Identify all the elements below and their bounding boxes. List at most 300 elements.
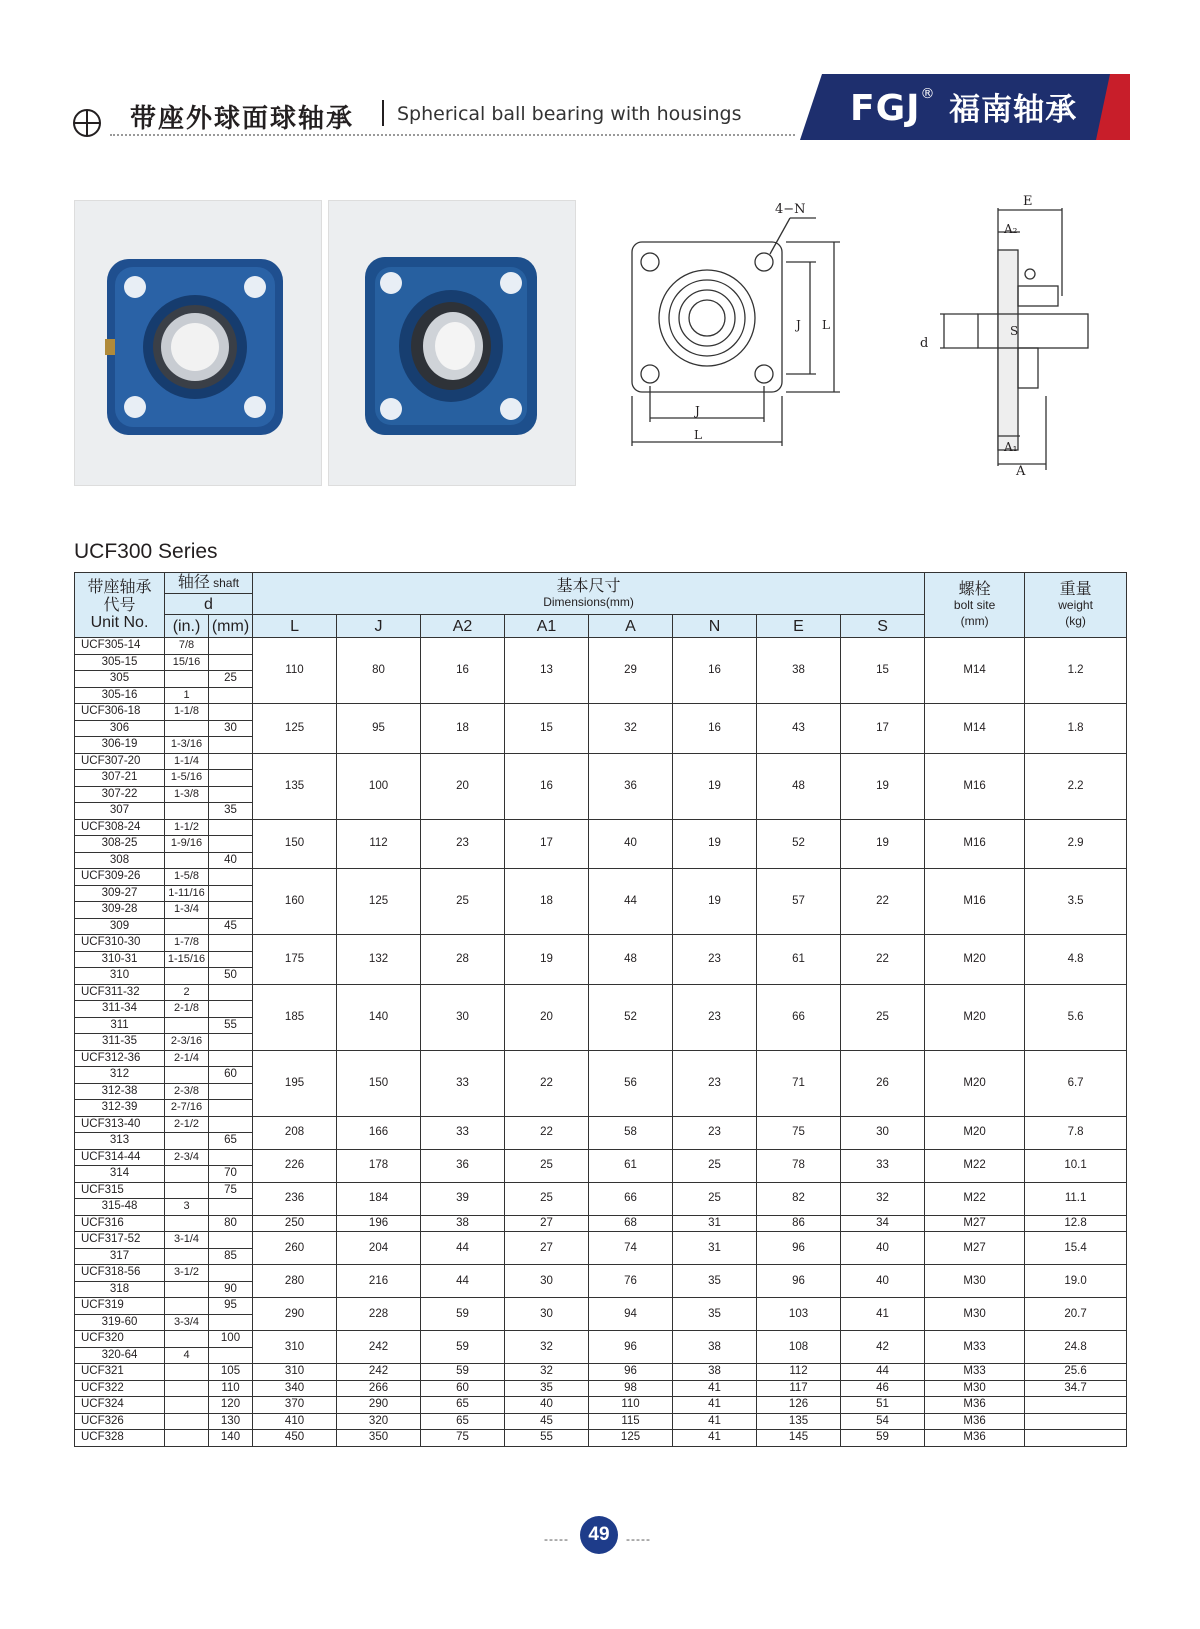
cell-dim-a1: 55: [505, 1430, 589, 1447]
cell-dim-a1: 25: [505, 1149, 589, 1182]
cell-unit-no: UCF314-44: [75, 1149, 165, 1166]
spec-table: [74, 572, 1127, 1447]
cell-shaft-mm: [209, 638, 253, 655]
cell-weight: 15.4: [1025, 1232, 1127, 1265]
cell-bolt: M36: [925, 1413, 1025, 1430]
cell-dim-a2: 39: [421, 1182, 505, 1215]
cell-shaft-inch: [165, 1017, 209, 1034]
cell-dim-n: 23: [673, 935, 757, 985]
table-row: [75, 1116, 1127, 1133]
cell-dim-l: 450: [253, 1430, 337, 1447]
cell-dim-j: 112: [337, 819, 421, 869]
dim-label-j-vertical: J: [796, 318, 801, 332]
cell-dim-a: 76: [589, 1265, 673, 1298]
dim-label-d: d: [920, 336, 929, 351]
cell-dim-a1: 16: [505, 753, 589, 819]
cell-shaft-mm: [209, 1199, 253, 1216]
cell-shaft-inch: [165, 803, 209, 820]
cell-shaft-inch: 2-1/8: [165, 1001, 209, 1018]
cell-dim-l: 150: [253, 819, 337, 869]
cell-shaft-inch: [165, 1413, 209, 1430]
cell-weight: 34.7: [1025, 1380, 1127, 1397]
cell-shaft-inch: [165, 1182, 209, 1199]
cell-unit-no: 320-64: [75, 1347, 165, 1364]
cell-dim-l: 340: [253, 1380, 337, 1397]
cell-dim-n: 38: [673, 1331, 757, 1364]
cell-dim-a2: 59: [421, 1364, 505, 1381]
cell-dim-s: 54: [841, 1413, 925, 1430]
cell-dim-s: 59: [841, 1430, 925, 1447]
cell-shaft-inch: 2: [165, 984, 209, 1001]
cell-dim-j: 100: [337, 753, 421, 819]
cell-dim-s: 32: [841, 1182, 925, 1215]
cell-unit-no: 307: [75, 803, 165, 820]
cell-dim-l: 226: [253, 1149, 337, 1182]
cell-dim-j: 320: [337, 1413, 421, 1430]
cell-shaft-inch: [165, 968, 209, 985]
cell-unit-no: UCF317-52: [75, 1232, 165, 1249]
cell-shaft-mm: [209, 1083, 253, 1100]
cell-dim-s: 33: [841, 1149, 925, 1182]
cell-dim-a: 115: [589, 1413, 673, 1430]
cell-dim-e: 145: [757, 1430, 841, 1447]
cell-shaft-inch: [165, 671, 209, 688]
cell-dim-a: 56: [589, 1050, 673, 1116]
cell-weight: 11.1: [1025, 1182, 1127, 1215]
header-mm: (mm): [209, 615, 253, 638]
cell-weight: [1025, 1413, 1127, 1430]
product-photo-front: [74, 200, 322, 486]
cell-dim-j: 184: [337, 1182, 421, 1215]
page-title-cn: 带座外球面球轴承: [130, 104, 355, 134]
cell-shaft-mm: 50: [209, 968, 253, 985]
cell-unit-no: UCF315: [75, 1182, 165, 1199]
table-row: [75, 1182, 1127, 1199]
cell-dim-l: 236: [253, 1182, 337, 1215]
table-row: [75, 704, 1127, 721]
cell-shaft-inch: [165, 1166, 209, 1183]
cell-dim-s: 40: [841, 1232, 925, 1265]
cell-dim-a: 96: [589, 1331, 673, 1364]
cell-dim-a: 32: [589, 704, 673, 754]
cell-shaft-mm: 100: [209, 1331, 253, 1348]
cell-dim-s: 22: [841, 869, 925, 935]
cell-dim-j: 196: [337, 1215, 421, 1232]
cell-dim-l: 310: [253, 1331, 337, 1364]
header-col-a2: A2: [421, 615, 505, 638]
cell-dim-n: 16: [673, 638, 757, 704]
cell-shaft-inch: [165, 1364, 209, 1381]
cell-dim-s: 25: [841, 984, 925, 1050]
header-dimensions: 基本尺寸 Dimensions(mm): [253, 573, 925, 615]
table-row: [75, 1298, 1127, 1315]
cell-shaft-mm: 25: [209, 671, 253, 688]
cell-weight: 20.7: [1025, 1298, 1127, 1331]
cell-shaft-mm: 85: [209, 1248, 253, 1265]
cell-dim-n: 38: [673, 1364, 757, 1381]
cell-dim-n: 19: [673, 869, 757, 935]
cell-unit-no: 305-15: [75, 654, 165, 671]
cell-dim-a2: 44: [421, 1265, 505, 1298]
cell-weight: [1025, 1397, 1127, 1414]
cell-weight: 2.2: [1025, 753, 1127, 819]
cell-dim-a1: 22: [505, 1116, 589, 1149]
table-row: [75, 1232, 1127, 1249]
cell-unit-no: 305-16: [75, 687, 165, 704]
cell-unit-no: UCF309-26: [75, 869, 165, 886]
cell-shaft-mm: 110: [209, 1380, 253, 1397]
cell-unit-no: UCF324: [75, 1397, 165, 1414]
cell-dim-j: 350: [337, 1430, 421, 1447]
cell-dim-a2: 59: [421, 1298, 505, 1331]
cell-dim-a2: 16: [421, 638, 505, 704]
cell-shaft-mm: [209, 869, 253, 886]
cell-dim-j: 242: [337, 1331, 421, 1364]
cell-unit-no: 307-21: [75, 770, 165, 787]
header-col-a: A: [589, 615, 673, 638]
cell-dim-a: 29: [589, 638, 673, 704]
cell-shaft-inch: 1-9/16: [165, 836, 209, 853]
cell-dim-a2: 33: [421, 1050, 505, 1116]
cell-shaft-inch: 2-1/4: [165, 1050, 209, 1067]
cell-weight: 19.0: [1025, 1265, 1127, 1298]
header-col-j: J: [337, 615, 421, 638]
cell-dim-n: 19: [673, 753, 757, 819]
dim-label-a: A: [1016, 464, 1026, 479]
cell-dim-a1: 35: [505, 1380, 589, 1397]
cell-dim-a: 98: [589, 1380, 673, 1397]
cell-unit-no: 311-34: [75, 1001, 165, 1018]
cell-dim-a1: 17: [505, 819, 589, 869]
cell-weight: 1.8: [1025, 704, 1127, 754]
cell-bolt: M27: [925, 1232, 1025, 1265]
cell-shaft-mm: [209, 737, 253, 754]
cell-unit-no: 311-35: [75, 1034, 165, 1051]
cell-dim-a1: 13: [505, 638, 589, 704]
cell-shaft-mm: [209, 1116, 253, 1133]
header-weight: 重量 weight (kg): [1025, 573, 1127, 638]
cell-bolt: M30: [925, 1298, 1025, 1331]
cell-unit-no: UCF322: [75, 1380, 165, 1397]
cell-shaft-mm: 90: [209, 1281, 253, 1298]
cell-dim-a: 36: [589, 753, 673, 819]
cell-dim-a1: 19: [505, 935, 589, 985]
cell-dim-s: 51: [841, 1397, 925, 1414]
cell-dim-e: 75: [757, 1116, 841, 1149]
cell-shaft-inch: 7/8: [165, 638, 209, 655]
cell-shaft-inch: [165, 1430, 209, 1447]
cell-shaft-mm: [209, 1034, 253, 1051]
cell-dim-j: 125: [337, 869, 421, 935]
table-row: [75, 819, 1127, 836]
cell-dim-n: 31: [673, 1232, 757, 1265]
cell-dim-j: 204: [337, 1232, 421, 1265]
cell-shaft-inch: 3-1/2: [165, 1265, 209, 1282]
table-row: [75, 935, 1127, 952]
dim-label-l-vertical: L: [822, 318, 830, 332]
cell-dim-a1: 45: [505, 1413, 589, 1430]
cell-bolt: M14: [925, 704, 1025, 754]
cell-unit-no: UCF307-20: [75, 753, 165, 770]
cell-dim-n: 35: [673, 1298, 757, 1331]
cell-unit-no: UCF305-14: [75, 638, 165, 655]
cell-dim-l: 110: [253, 638, 337, 704]
cell-dim-n: 41: [673, 1413, 757, 1430]
cell-shaft-mm: [209, 951, 253, 968]
cell-shaft-mm: [209, 704, 253, 721]
cell-weight: 25.6: [1025, 1364, 1127, 1381]
cell-weight: 2.9: [1025, 819, 1127, 869]
cell-shaft-inch: 1-5/16: [165, 770, 209, 787]
cell-weight: 10.1: [1025, 1149, 1127, 1182]
cell-unit-no: UCF313-40: [75, 1116, 165, 1133]
cell-dim-a1: 40: [505, 1397, 589, 1414]
table-row: [75, 1397, 1127, 1414]
cell-bolt: M20: [925, 984, 1025, 1050]
cell-dim-a1: 32: [505, 1331, 589, 1364]
cell-dim-j: 95: [337, 704, 421, 754]
cell-dim-a: 40: [589, 819, 673, 869]
cell-dim-a1: 27: [505, 1232, 589, 1265]
cell-unit-no: UCF319: [75, 1298, 165, 1315]
cell-weight: 12.8: [1025, 1215, 1127, 1232]
dim-label-e: E: [1023, 194, 1033, 209]
cell-shaft-mm: [209, 902, 253, 919]
cell-shaft-mm: 40: [209, 852, 253, 869]
cell-shaft-inch: 15/16: [165, 654, 209, 671]
cell-dim-a: 96: [589, 1364, 673, 1381]
cell-unit-no: UCF311-32: [75, 984, 165, 1001]
table-row: [75, 1364, 1127, 1381]
cell-shaft-inch: [165, 1133, 209, 1150]
cell-dim-j: 228: [337, 1298, 421, 1331]
table-row: [75, 638, 1127, 655]
cell-shaft-mm: 80: [209, 1215, 253, 1232]
cell-dim-l: 135: [253, 753, 337, 819]
cell-bolt: M20: [925, 1050, 1025, 1116]
cell-dim-j: 178: [337, 1149, 421, 1182]
cell-dim-e: 71: [757, 1050, 841, 1116]
cell-dim-s: 30: [841, 1116, 925, 1149]
cell-dim-e: 96: [757, 1232, 841, 1265]
cell-bolt: M16: [925, 869, 1025, 935]
cell-bolt: M16: [925, 819, 1025, 869]
cell-dim-j: 266: [337, 1380, 421, 1397]
cell-dim-e: 48: [757, 753, 841, 819]
cell-shaft-mm: [209, 984, 253, 1001]
cell-shaft-inch: 1-3/8: [165, 786, 209, 803]
cell-dim-e: 38: [757, 638, 841, 704]
cell-dim-a: 61: [589, 1149, 673, 1182]
table-row: [75, 1215, 1127, 1232]
cell-dim-a2: 20: [421, 753, 505, 819]
brand-registered-mark: ®: [920, 86, 936, 102]
cell-shaft-inch: [165, 1331, 209, 1348]
cell-unit-no: 317: [75, 1248, 165, 1265]
brand-name-cn: 福南轴承: [949, 92, 1078, 128]
cell-dim-l: 250: [253, 1215, 337, 1232]
header-col-l: L: [253, 615, 337, 638]
cell-dim-a2: 33: [421, 1116, 505, 1149]
cell-dim-a: 48: [589, 935, 673, 985]
cell-dim-n: 25: [673, 1182, 757, 1215]
cell-dim-a: 68: [589, 1215, 673, 1232]
cell-unit-no: UCF318-56: [75, 1265, 165, 1282]
cell-unit-no: 312-38: [75, 1083, 165, 1100]
cell-dim-l: 290: [253, 1298, 337, 1331]
cell-dim-a: 58: [589, 1116, 673, 1149]
cell-dim-l: 175: [253, 935, 337, 985]
cell-unit-no: 314: [75, 1166, 165, 1183]
header-shaft-d: d: [165, 594, 253, 615]
cell-shaft-mm: [209, 1314, 253, 1331]
cell-dim-e: 108: [757, 1331, 841, 1364]
cell-shaft-inch: 1-3/4: [165, 902, 209, 919]
title-separator: [382, 100, 384, 126]
cell-shaft-mm: [209, 1149, 253, 1166]
cell-dim-s: 46: [841, 1380, 925, 1397]
cell-dim-a2: 30: [421, 984, 505, 1050]
cell-unit-no: UCF308-24: [75, 819, 165, 836]
cell-unit-no: UCF316: [75, 1215, 165, 1232]
cell-dim-a2: 38: [421, 1215, 505, 1232]
cell-dim-s: 19: [841, 819, 925, 869]
cell-weight: 5.6: [1025, 984, 1127, 1050]
cell-bolt: M27: [925, 1215, 1025, 1232]
cell-dim-a2: 36: [421, 1149, 505, 1182]
header-col-s: S: [841, 615, 925, 638]
cell-dim-e: 66: [757, 984, 841, 1050]
footer-dash-left: -----: [544, 1532, 569, 1546]
page-title-en: Spherical ball bearing with housings: [397, 103, 742, 125]
table-row: [75, 1380, 1127, 1397]
cell-shaft-mm: [209, 654, 253, 671]
cell-shaft-inch: [165, 1281, 209, 1298]
cell-shaft-mm: 75: [209, 1182, 253, 1199]
cell-shaft-mm: 140: [209, 1430, 253, 1447]
cell-weight: 7.8: [1025, 1116, 1127, 1149]
table-row: [75, 1050, 1127, 1067]
cell-unit-no: 305: [75, 671, 165, 688]
cell-shaft-inch: 1-3/16: [165, 737, 209, 754]
cell-dim-a: 74: [589, 1232, 673, 1265]
cell-shaft-mm: [209, 885, 253, 902]
cell-dim-j: 242: [337, 1364, 421, 1381]
cell-dim-l: 160: [253, 869, 337, 935]
header-bolt: 螺栓 bolt site (mm): [925, 573, 1025, 638]
cell-dim-s: 41: [841, 1298, 925, 1331]
cell-dim-s: 26: [841, 1050, 925, 1116]
cell-shaft-mm: 130: [209, 1413, 253, 1430]
cell-dim-a1: 15: [505, 704, 589, 754]
cell-shaft-mm: [209, 753, 253, 770]
dim-label-4n: 4−N: [775, 202, 806, 217]
cell-weight: 1.2: [1025, 638, 1127, 704]
cell-shaft-inch: [165, 1380, 209, 1397]
cell-shaft-inch: 3-1/4: [165, 1232, 209, 1249]
cell-dim-l: 208: [253, 1116, 337, 1149]
cell-dim-j: 166: [337, 1116, 421, 1149]
cell-bolt: M36: [925, 1397, 1025, 1414]
cell-dim-e: 135: [757, 1413, 841, 1430]
cell-shaft-inch: 2-3/16: [165, 1034, 209, 1051]
cell-dim-s: 34: [841, 1215, 925, 1232]
cell-dim-a2: 65: [421, 1413, 505, 1430]
cell-shaft-inch: [165, 1215, 209, 1232]
cell-bolt: M20: [925, 1116, 1025, 1149]
cell-dim-e: 96: [757, 1265, 841, 1298]
cell-unit-no: 310-31: [75, 951, 165, 968]
cell-shaft-mm: 65: [209, 1133, 253, 1150]
cell-dim-l: 195: [253, 1050, 337, 1116]
cell-unit-no: 312: [75, 1067, 165, 1084]
cell-shaft-inch: 1-7/8: [165, 935, 209, 952]
cell-dim-a2: 59: [421, 1331, 505, 1364]
cell-bolt: M33: [925, 1364, 1025, 1381]
cell-weight: 6.7: [1025, 1050, 1127, 1116]
cell-shaft-mm: [209, 836, 253, 853]
cell-bolt: M22: [925, 1149, 1025, 1182]
cell-shaft-inch: 3: [165, 1199, 209, 1216]
cell-unit-no: UCF326: [75, 1413, 165, 1430]
dim-label-a2: A₂: [1004, 222, 1018, 236]
cell-dim-j: 140: [337, 984, 421, 1050]
cell-shaft-mm: [209, 786, 253, 803]
cell-dim-s: 22: [841, 935, 925, 985]
cell-dim-n: 16: [673, 704, 757, 754]
cell-unit-no: UCF306-18: [75, 704, 165, 721]
cell-unit-no: 306: [75, 720, 165, 737]
cell-shaft-mm: 105: [209, 1364, 253, 1381]
cell-dim-s: 42: [841, 1331, 925, 1364]
cell-dim-l: 310: [253, 1364, 337, 1381]
cell-dim-e: 86: [757, 1215, 841, 1232]
cell-bolt: M22: [925, 1182, 1025, 1215]
cell-dim-n: 19: [673, 819, 757, 869]
dim-label-a1: A₁: [1004, 440, 1018, 454]
cell-shaft-mm: [209, 687, 253, 704]
plus-circle-icon: [72, 108, 102, 138]
cell-dim-a1: 27: [505, 1215, 589, 1232]
cell-bolt: M14: [925, 638, 1025, 704]
cell-shaft-mm: [209, 1265, 253, 1282]
cell-unit-no: 315-48: [75, 1199, 165, 1216]
cell-shaft-inch: [165, 1298, 209, 1315]
cell-unit-no: 313: [75, 1133, 165, 1150]
cell-dim-a1: 20: [505, 984, 589, 1050]
front-view-drawing: [600, 196, 840, 466]
cell-unit-no: UCF312-36: [75, 1050, 165, 1067]
cell-unit-no: 308-25: [75, 836, 165, 853]
table-row: [75, 753, 1127, 770]
table-row: [75, 1265, 1127, 1282]
cell-dim-s: 44: [841, 1364, 925, 1381]
brand-name: FGJ: [850, 88, 921, 129]
cell-dim-n: 41: [673, 1430, 757, 1447]
cell-shaft-inch: 2-3/4: [165, 1149, 209, 1166]
cell-dim-e: 103: [757, 1298, 841, 1331]
cell-weight: 3.5: [1025, 869, 1127, 935]
cell-dim-a: 44: [589, 869, 673, 935]
header-unit-no: 带座轴承 代号 Unit No.: [75, 573, 165, 638]
cell-unit-no: 318: [75, 1281, 165, 1298]
cell-unit-no: 312-39: [75, 1100, 165, 1117]
cell-dim-l: 125: [253, 704, 337, 754]
cell-bolt: M20: [925, 935, 1025, 985]
title-dotted-rule: [110, 134, 795, 136]
cell-shaft-inch: 1: [165, 687, 209, 704]
cell-shaft-inch: 3-3/4: [165, 1314, 209, 1331]
